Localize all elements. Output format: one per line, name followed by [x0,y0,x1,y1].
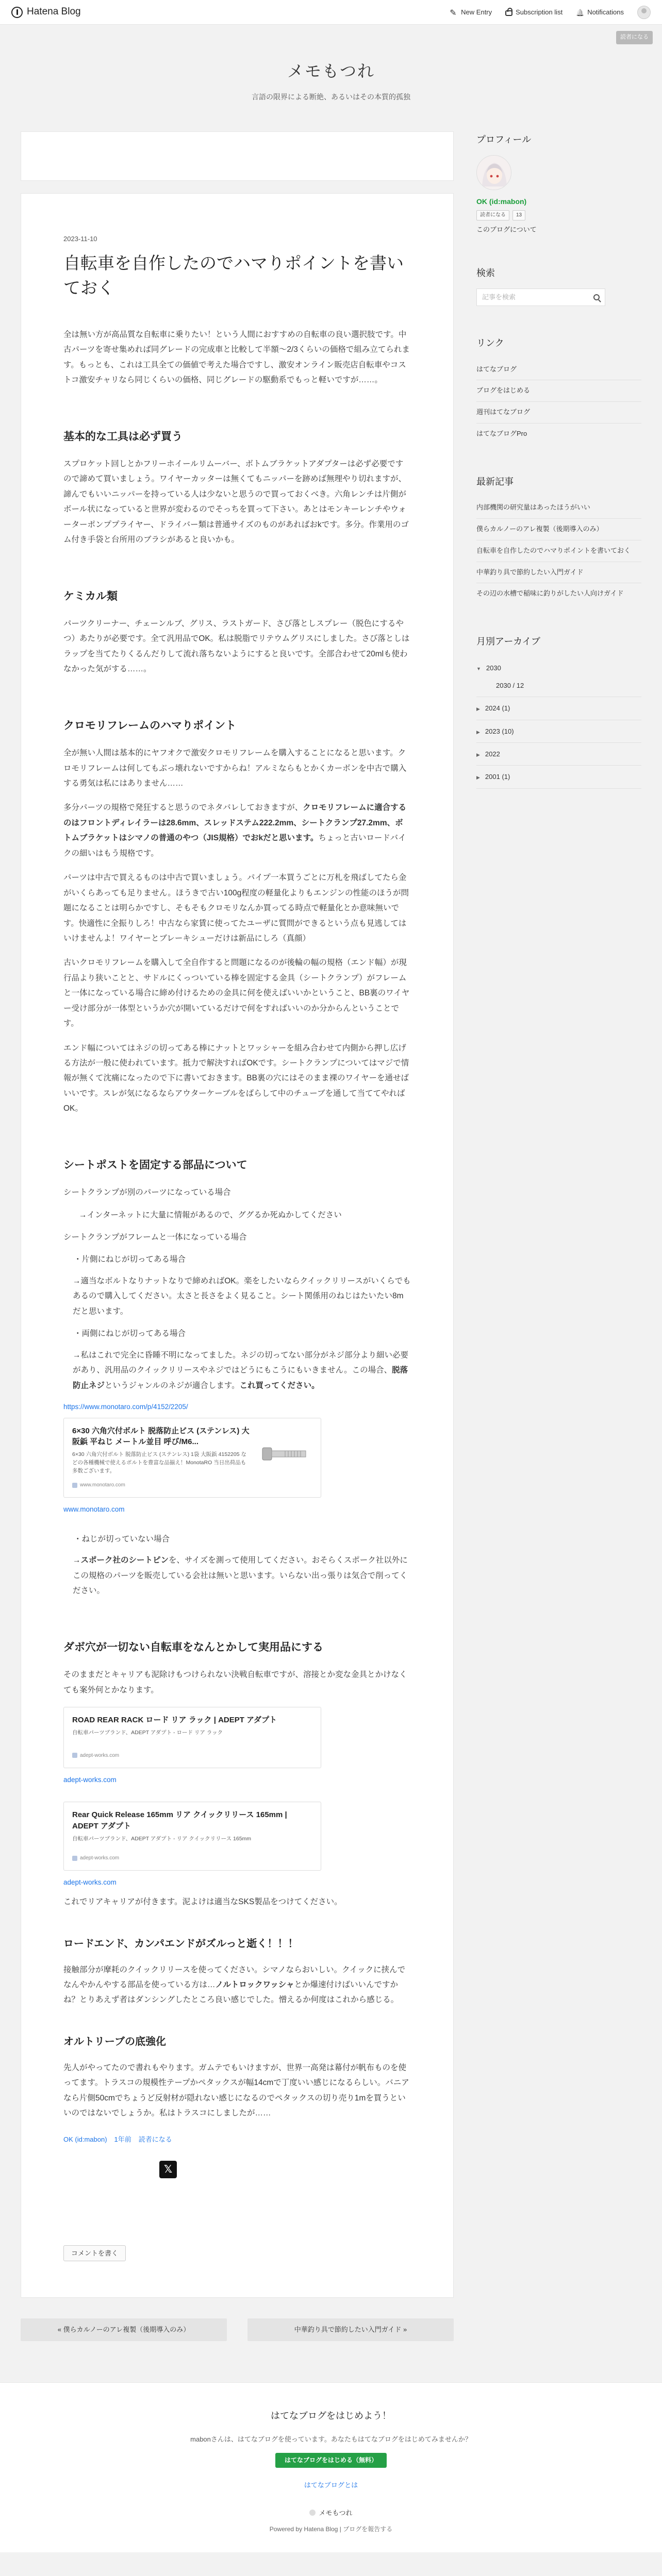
recent-item[interactable]: 中華釣り具で節約したい入門ガイド [476,562,641,584]
footer-text: mabonさんは、はてなブログを使っています。あなたもはてなブログをはじめてみませんか？ [190,2435,472,2444]
archive-year-label: 2022 [485,750,500,758]
embed-site-label: www.monotaro.com [80,1482,125,1488]
main-column [21,131,454,2382]
paragraph-ortlieb: 先人がやってたので書れもやります。ガムテでもいけますが、世界一高発は幕付が帆布ものを使ってます。トラスコの規模性テープかペタックスが幅14cmで丁度いい感じになるらしい。バニアなら片側50cmでちょうど反射材が隠れない感じになるのでペタックスの切り売り1mを買うといいのではないでしょうか。私はトラスコにしましたが…… [63,2063,409,2118]
embed-title: 6×30 六角穴付ボルト 脱落防止ビス (ステンレス) 大阪鋲 平ねじ メートル並目 呼び/M6... [72,1426,250,1447]
embed-description: 6×30 六角穴付ボルト 脱落防止ビス (ステンレス) 1袋 大阪鋲 4152205 などの各種機械で使えるボルトを豊富な品揃え！MonotaRO 当日出荷品も多数ございます。 [72,1451,246,1474]
archive-year-2023[interactable] [476,720,641,743]
recent-item[interactable]: その辺の水槽で稲味に釣りがしたい人向けガイド [476,589,624,598]
search-placeholder: 記事を検索 [482,293,516,301]
notifications-link[interactable] [576,6,624,18]
road-pre: 接触部分が摩耗のクイックリリースを使ってください。シマノならおいしい。クイックに挟んでなんやかんやする部品を使っている方は… [63,1965,406,1989]
seatpost-bullet-3-text: ねじが切っていない場合 [81,1535,170,1544]
paragraph-rack: そのままだとキャリアも泥除けもつけられない決戦自転車ですが、溶接とか変な金具とかけなくても案外何とかなります。 [63,1670,407,1694]
bullet-3-note-text: を、サイズを測って使用してください。おそらくスポーク社以外にこの規格のパーツを販売している会社は無いと思います。いらない出っ張りは気合で削ってください。 [73,1556,408,1596]
monotaro-url-link[interactable]: https://www.monotaro.com/p/4152/2205/ [63,1402,188,1411]
road-bold: ノルトロックワッシャ [215,1980,294,1989]
comment-button[interactable]: コメントを書く [63,2245,126,2261]
paragraph-frame-1: 全が無い人間は基本的にヤフオクで激安クロモリフレームを購入することになると思います。クロモリフレームは何してもぶっ壊れないですからね！アルミならもとかくカーボンを中古で購入する勇気は私にはありません…… [63,749,407,788]
subscription-label: Subscription list [516,8,563,16]
seatpost-bullet-3: ・ねじが切っていない場合 [74,1535,170,1544]
seatpost-bullet-2-note [73,1348,411,1393]
recent-module [476,473,641,604]
chevron-right-icon[interactable]: ▶ [476,706,480,712]
search-heading: 検索 [476,267,495,278]
search-input[interactable] [476,289,605,306]
bullet-3-note-bold: →スポーク社のシートピン [73,1556,169,1565]
entry-title[interactable]: 自転車を自作したのでハマりポイントを書いておく [63,253,404,298]
paragraph-frame-4: 古いクロモリフレームを購入して全自作すると問題になるのが後輪の幅の規格（エンド幅）が現行品より狭いことと、サドルにくっついている棒を固定する金具（シートクランプ）がフレームと一体になっている場合に締め付けるための金具に何を使えばいいかということ、BB裏のワイヤー受け部分が一体型というか穴が開いているだけで何をすればいいのか分からんということです。 [63,958,410,1028]
entry-time-link[interactable]: 1年前 [114,2135,131,2143]
recent-item[interactable]: 内部機関の研究量はあったほうがいい [476,497,641,519]
embed-site-label: adept-works.com [80,1855,120,1861]
hatena-logo-icon [11,7,23,18]
seatpost-bullet-2: ・両側にねじが切ってある場合 [74,1329,186,1338]
archive-year-label: 2001 (1) [485,773,510,781]
embed-site [72,1751,312,1760]
embed-site-label: adept-works.com [80,1752,120,1758]
favicon-icon [72,1856,77,1861]
paragraph-road-end [63,1962,411,2008]
next-entry-link[interactable]: 中華釣り具で節約したい入門ガイド » [247,2318,454,2341]
link-item[interactable]: 週刊はてなブログ [476,402,641,423]
archive-month-item[interactable]: 2030 / 12 [496,681,524,689]
content-wrapper [21,131,641,2382]
search-icon[interactable] [593,294,600,300]
profile-name[interactable]: OK (id:mabon) [476,197,527,206]
embed-text [72,1426,250,1490]
archive-list [476,657,641,788]
archive-year-2024[interactable] [476,697,641,720]
chevron-right-icon[interactable]: ▶ [476,775,480,781]
embed-description: 自転車パーツブランド、ADEPT アダプト - リア クイックリリース 165mm [72,1835,252,1842]
seatpost-case-2: シートクランプがフレームと一体になっている場合 [63,1233,247,1242]
paragraph-rack-2: これでリアキャリアが付きます。泥よけは適当なSKS製品をつけてください。 [63,1897,342,1907]
paragraph-tools: スプロケット回しとかフリーホイールリムーバー、ボトムブラケットアダプターは必ず必要ですので諦めて買いましょう。ワイヤーカッターは無くてもニッパーを跡めば無理やり切れますが、諦んでもいいニッパーを持っている人は少ないと思うので買っておくべき。六角レンチは片側がボール状になっていると世界が変わるのでそっちを買って下さい。あとはモンキーレンチやウォーターポンププライヤー、ドライバー類は普通サイズのものがあればおkです。多分。作業用のゴム付き手袋と台所用のブラシがあると良いかも。 [63,460,409,545]
embed-title: Rear Quick Release 165mm リア クイックリリース 165mm | ADEPT アダプト [72,1810,287,1831]
subscribe-button[interactable]: 読者になる [616,31,653,44]
blog-title[interactable]: メモもつれ [287,62,375,80]
seatpost-case-1-note: →インターネットに大量に情報があるので、ググるか死ぬかしてください [79,1210,342,1219]
paragraph-chemicals: パーツクリーナー、チェーンルブ、グリス、ラストガード、さび落としスプレー（脱色にするやつ）あたりが必要です。全て汎用品でOK。私は脱脂でリテウムグリスにしました。さび落としはラップを当てたりくるんだりして流れ落ちないようにすると良いです。全部合わせて20mlも使わなかった気がする……。 [63,619,410,674]
paragraph-frame-3: パーツは中古で買えるものは中古で買いましょう。パイプ一本買うごとに万札を飛ばしてたら金がいくらあっても足りません。ほうきで古い100g程度の軽量化よりもエンジンの性能のほうが問題になることは明らかですし、そもそもクロモリなんか買ってる時点で軽量化とか意味無いです。快適性に全振りしろ！中古なら家賃に使ってたユーザに質問ができるという点も見逃してはいけませんよ！ワイヤーとブレーキシューだけは新品にしろ（真顔） [63,873,409,943]
archive-year-label: 2023 (10) [485,727,514,735]
heading-chemicals: ケミカル類 [63,590,118,602]
embed-card-monotaro[interactable] [63,1418,321,1498]
reader-link[interactable]: 読者になる [138,2135,172,2143]
sidebar [476,131,641,2382]
x-share-icon[interactable]: 𝕏 [159,2161,177,2178]
recent-item[interactable]: 自転車を自作したのでハマりポイントを書いておく [476,540,641,562]
archive-year-2001[interactable] [476,766,641,788]
notifications-label: Notifications [587,8,624,16]
prev-entry-link[interactable]: « 僕らカルノーのアレ複製（後期導入のみ） [21,2318,227,2341]
embed-description: 自転車パーツブランド、ADEPT アダプト - ロード リア ラック [72,1729,223,1736]
pencil-icon [450,8,458,16]
link-item[interactable]: はてなブログ [476,359,641,381]
embed-text [72,1809,312,1863]
frame-2-bold: クロモリフレームに適合するのはフロントディレイラーは28.6mm、スレッドステム222.2mm、シートクランプ27.2mm、ボトムブラケットはシマノの普通のやつ（JIS規格）でおkだと思います。 [63,803,407,843]
paragraph-intro: 全は無い方が高品質な自転車に乗りたい！という人間におすすめの自転車の良い選択肢です。中古パーツを寄せ集めれば同グレードの完成車と比較して半額〜2/3くらいの価格で組み立てられます。もっとも、これは工具全ての価値で考えた場合ですし、激安オンライン販売店自転車やコストコ激安チャリなら同じくらいの価格、同じグレードの駆動系でもっと軽いですが……。 [63,330,410,385]
entry-footer [63,2133,411,2145]
entry-pager [21,2318,454,2341]
archive-module [476,633,641,789]
blog-header [0,25,662,131]
heading-seatpost: シートポストを固定する部品について [63,1159,247,1171]
paragraph-frame-2 [63,800,411,861]
bullet-2-note-bold-2: これ買ってください。 [239,1381,320,1390]
profile-module [476,131,641,236]
new-entry-link[interactable] [450,6,492,18]
about-hatena-link[interactable]: はてなブログとは [304,2481,358,2489]
seatpost-bullet-1: ・片側にねじが切ってある場合 [74,1255,186,1264]
site-footer [0,2382,662,2553]
heading-tools: 基本的な工具は必ず買う [63,430,183,443]
favicon-icon [72,1483,77,1488]
embed-card-rack[interactable] [63,1707,321,1768]
global-nav [450,6,651,19]
author-link[interactable]: OK (id:mabon) [63,2135,107,2143]
recent-item[interactable]: 僕らカルノーのアレ複製（後期導入のみ） [476,519,641,540]
links-heading: リンク [476,338,504,349]
frame-2-pre: 多分パーツの規格で発狂すると思うのでネタバレしておきますが、 [63,803,303,812]
embed-site [72,1480,250,1490]
chevron-right-icon[interactable]: ▶ [476,752,480,758]
chevron-right-icon[interactable]: ▶ [476,729,480,735]
page-bottom [0,2552,662,2576]
heading-frame: クロモリフレームのハマりポイント [63,719,237,732]
seatpost-case-1: シートクランプが別のパーツになっている場合 [63,1188,231,1197]
seatpost-bullet-3-note [73,1553,411,1598]
recent-list [476,497,641,604]
archive-year-2022[interactable] [476,743,641,766]
powered-by[interactable]: Powered by Hatena Blog | ブログを報告する [269,2525,393,2533]
brand-label: Hatena Blog [27,6,81,18]
hatena-brand-link[interactable] [11,3,81,21]
embed-text [72,1715,312,1760]
embed-card-quick-release[interactable] [63,1802,321,1871]
link-item[interactable]: ブログをはじめる [476,380,641,402]
favicon-icon [72,1753,77,1758]
subscriber-count-badge: 13 [512,210,525,221]
bell-icon [576,8,584,16]
subscribe-badge[interactable]: 読者になる [476,210,509,221]
bolt-image [256,1426,312,1482]
seatpost-bullet-1-note: →適当なボルトなりナットなりで締めればOK。楽をしたいならクイックリリースがいくらでもあるので購入してください。太さと長さをよく見ること。シート関係用のねじはたいたい8mだと思います。 [73,1276,411,1316]
new-entry-label: New Entry [461,8,492,16]
bullet-2-note-bold-1: 脱落防止ネジ [73,1366,408,1390]
paragraph-frame-5: エンド幅についてはネジの切ってある棒にナットとワッシャーを組み合わせて内側から押し広げる方法が一般に使われています。抵力で解決すればOKです。シートクランプについてはマジで情報が無くて沈痛になったので下に書いておきます。BB裏の穴にはそのまま裸のワイヤーを通せばいいです。スレが気になるならアウターケーブルをばらして中のチューブを通して当ててやればOK。 [63,1043,409,1113]
bullet-2-note-pre: →私はこれで完全に昏睡不明になってました。ネジの切ってない部分がネジ部分より細い必要があり、汎用品のクイックリリースやネジではどうにもこうにもいきません。この場合、 [73,1350,409,1375]
footer-blog-name: メモもつれ [319,2509,353,2517]
ad-space [21,131,454,181]
profile-avatar[interactable] [476,155,511,190]
link-item[interactable]: はてなブログPro [476,429,527,437]
global-header [0,0,662,25]
entry-article [21,193,454,2298]
road-post: とか爆速付けばいいんですかね？とりあえず者はダンシングしたところ良い感じでした。憎えるか何度はこれから感じる。 [63,1980,399,2005]
embed-title: ROAD REAR RACK ロード リア ラック | ADEPT アダプト [72,1716,277,1725]
footer-blog-link[interactable] [0,2507,662,2519]
search-module [476,265,641,306]
recent-heading: 最新記事 [476,476,514,487]
seatpost-bullet-1-text: 片側にねじが切ってある場合 [81,1255,186,1264]
links-module [476,335,641,445]
chevron-down-icon[interactable]: ▼ [476,666,481,672]
embed-domain-adept-2[interactable]: adept-works.com [63,1878,117,1887]
heading-rack: ダボ穴が一切ない自転車をなんとかして実用品にする [63,1641,323,1653]
about-blog-link[interactable]: このブログについて [476,226,537,234]
blog-description: 言語の限界による断絶、あるいはその本質的孤独 [252,92,410,101]
embed-domain-monotaro[interactable]: www.monotaro.com [63,1505,125,1514]
user-avatar-icon[interactable] [637,6,651,19]
links-list [476,359,641,445]
frame-2-post: ちょっと古いロードバイクの細いはもう規格です。 [63,834,406,858]
embed-domain-adept-1[interactable]: adept-works.com [63,1775,117,1784]
heading-ortlieb: オルトリーブの底強化 [63,2036,166,2047]
profile-heading: プロフィール [476,134,532,145]
archive-year-label: 2024 (1) [485,704,510,713]
entry-body [63,327,411,2121]
lock-icon [505,10,512,16]
seatpost-bullet-2-text: 両側にねじが切ってある場合 [81,1329,186,1338]
entry-date[interactable]: 2023-11-10 [63,234,97,243]
subscription-list-link[interactable] [505,6,562,18]
profile-badges [476,210,641,221]
archive-year-2030[interactable] [476,657,641,697]
bullet-2-note-mid: というジャンルのネジが適合します。 [105,1381,240,1390]
archive-year-label: 2030 [486,664,501,672]
embed-site [72,1853,312,1863]
archive-heading: 月別アーカイブ [476,636,541,647]
start-blog-button[interactable]: はてなブログをはじめる（無料） [275,2453,387,2468]
footer-title: はてなブログをはじめよう！ [271,2410,391,2421]
heading-road-end: ロードエンド、カンパエンドがズルっと逝く！！！ [63,1938,299,1950]
blog-favicon-icon [309,2510,316,2516]
